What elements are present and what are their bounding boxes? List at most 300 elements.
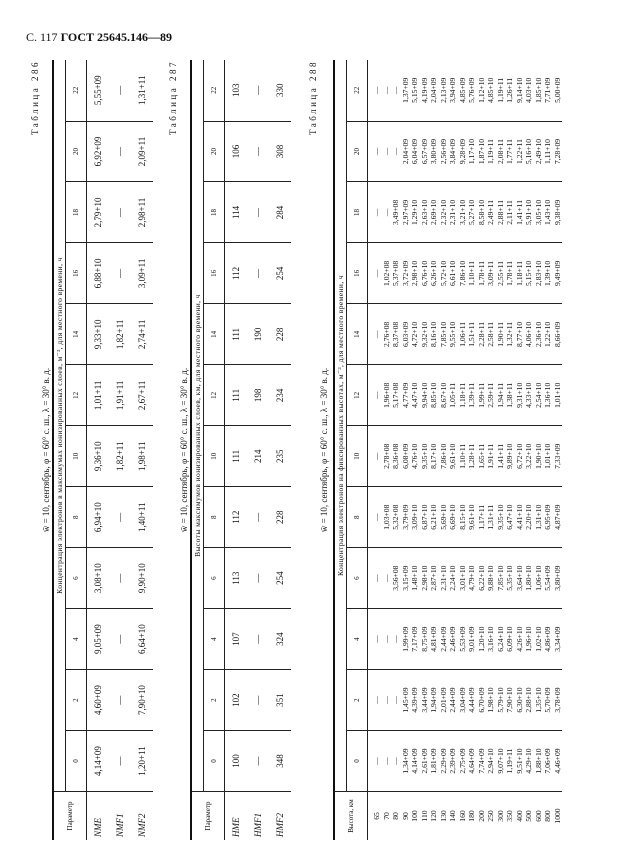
cell-value: 2,88+10 bbox=[524, 687, 533, 713]
cell-value: 5,16+10 bbox=[524, 138, 533, 165]
cell-value: 1,41+11 bbox=[495, 443, 505, 469]
cell-value: 5,72+10 bbox=[438, 260, 448, 286]
cell-value: 1,99+11 bbox=[476, 382, 486, 408]
cell-value: 2,83+10 bbox=[533, 260, 543, 286]
hour-header: 2 bbox=[347, 670, 368, 731]
cell-value: 1,12+10 bbox=[476, 77, 486, 103]
cell-value: — bbox=[109, 182, 131, 243]
cell-value: — bbox=[372, 147, 381, 156]
cell-value: 3,09+11 bbox=[131, 243, 153, 304]
cell-value: 3,49+08 bbox=[391, 199, 400, 226]
cell-value: 2,98+10 bbox=[419, 565, 429, 591]
cell-value: 1,35+10 bbox=[533, 687, 543, 713]
cell-value: 4,86+09 bbox=[543, 626, 552, 652]
cell-value: 1,26+11 bbox=[505, 77, 514, 103]
cell-value: 1,01+10 bbox=[552, 382, 562, 408]
table-row bbox=[269, 60, 291, 840]
cell-value: 1,34+09 bbox=[400, 748, 410, 774]
cell-value: 111 bbox=[225, 304, 247, 365]
height-value: 65 bbox=[372, 812, 381, 820]
cell-value: 102 bbox=[225, 670, 247, 731]
cell-value: 6,92+09 bbox=[87, 121, 109, 182]
cell-value: 1,78+11 bbox=[476, 260, 486, 286]
cell-value: 1,17+11 bbox=[476, 504, 486, 530]
cell-value: — bbox=[372, 635, 381, 643]
heights-column bbox=[368, 792, 563, 841]
cell-value: 9,32+10 bbox=[419, 321, 429, 347]
cell-value: 9,35+10 bbox=[419, 443, 429, 469]
parameter-name: HME bbox=[225, 792, 247, 841]
cell-value: 1,38+11 bbox=[505, 382, 514, 408]
table-287-label: Таблица 287 bbox=[168, 60, 178, 135]
cell-value: 235 bbox=[269, 426, 291, 487]
cell-value: 8,75+09 bbox=[419, 626, 429, 652]
height-value: 600 bbox=[533, 810, 543, 822]
cell-value: 9,28+09 bbox=[457, 138, 467, 165]
cell-value: 9,90+10 bbox=[131, 548, 153, 609]
cell-value: 5,91+10 bbox=[524, 199, 533, 226]
cell-value: 4,29+10 bbox=[524, 748, 533, 774]
cell-value: 6,70+09 bbox=[476, 687, 486, 713]
cell-value: 330 bbox=[269, 60, 291, 121]
cell-value: 2,31+10 bbox=[448, 199, 457, 226]
cell-value: 112 bbox=[225, 243, 247, 304]
cell-value: 1,98+10 bbox=[486, 687, 495, 713]
cell-value: 348 bbox=[269, 731, 291, 792]
cell-value: — bbox=[372, 86, 381, 95]
table-287 bbox=[190, 60, 291, 840]
cell-value: — bbox=[372, 696, 381, 704]
hour-column bbox=[368, 609, 563, 670]
cell-value: 198 bbox=[247, 365, 269, 426]
hour-header: 20 bbox=[66, 121, 87, 182]
cell-value: 1,82+11 bbox=[109, 426, 131, 487]
cell-value: 228 bbox=[269, 487, 291, 548]
cell-value: 4,76+10 bbox=[410, 443, 419, 469]
height-value: 1000 bbox=[552, 808, 562, 824]
cell-value: 2,75+09 bbox=[457, 748, 467, 774]
cell-value: 9,49+09 bbox=[552, 260, 562, 286]
cell-value: 6,09+10 bbox=[505, 626, 514, 652]
row-header: Параметр bbox=[53, 792, 87, 841]
cell-value: 4,33+10 bbox=[524, 382, 533, 408]
cell-value: 1,81+09 bbox=[429, 748, 438, 774]
hour-header: 12 bbox=[347, 365, 368, 426]
cell-value: 1,99+09 bbox=[400, 626, 410, 652]
cell-value: 6,72+10 bbox=[514, 443, 524, 469]
cell-value: 3,08+10 bbox=[87, 548, 109, 609]
cell-value: 3,78+09 bbox=[552, 687, 562, 713]
parameter-name: HMF1 bbox=[247, 792, 269, 841]
cell-value: 9,89+10 bbox=[505, 443, 514, 469]
cell-value: 5,00+09 bbox=[552, 77, 562, 103]
parameter-name: HMF2 bbox=[269, 792, 291, 841]
cell-value: 1,31+11 bbox=[486, 504, 495, 530]
cell-value: 2,79+10 bbox=[87, 182, 109, 243]
cell-value: 1,32+11 bbox=[505, 321, 514, 347]
cell-value: 5,70+09 bbox=[543, 687, 552, 713]
cell-value: 8,67+10 bbox=[438, 382, 448, 408]
cell-value: 2,31+10 bbox=[438, 565, 448, 591]
cell-value: 1,45+09 bbox=[400, 687, 410, 713]
cell-value: 6,26+10 bbox=[429, 260, 438, 286]
cell-value: — bbox=[109, 487, 131, 548]
height-value: 130 bbox=[438, 810, 448, 822]
cell-value: 1,77+11 bbox=[505, 139, 514, 164]
cell-value: 2,97+09 bbox=[400, 199, 410, 226]
cell-value: 7,86+10 bbox=[438, 443, 448, 469]
hour-column bbox=[368, 121, 563, 182]
hour-header: 14 bbox=[204, 304, 225, 365]
cell-value: 9,88+10 bbox=[486, 565, 495, 591]
cell-value: 7,33+09 bbox=[552, 443, 562, 469]
cell-value: 2,49+11 bbox=[486, 200, 495, 225]
cell-value: 2,94+10 bbox=[486, 748, 495, 774]
cell-value: 3,22+10 bbox=[524, 443, 533, 469]
hour-header: 16 bbox=[347, 243, 368, 304]
cell-value: 1,17+10 bbox=[467, 138, 476, 165]
cell-value: 7,85+10 bbox=[438, 321, 448, 347]
height-value: 400 bbox=[514, 810, 524, 822]
table-287-title: w̄ = 10, сентябрь, φ = 60° с. ш., λ = 30° в. д. bbox=[179, 367, 189, 533]
table-row bbox=[131, 60, 153, 840]
height-value: 250 bbox=[486, 810, 495, 822]
cell-value: 3,84+09 bbox=[448, 138, 457, 165]
cell-value: 114 bbox=[225, 182, 247, 243]
cell-value: 3,44+09 bbox=[419, 687, 429, 713]
cell-value: 1,91+11 bbox=[109, 365, 131, 426]
height-value: 800 bbox=[543, 810, 552, 822]
hour-header: 18 bbox=[66, 182, 87, 243]
cell-value: 3,56+08 bbox=[391, 565, 400, 591]
cell-value: — bbox=[109, 243, 131, 304]
hour-column bbox=[368, 365, 563, 426]
cell-value: 4,60+09 bbox=[87, 670, 109, 731]
cell-value: 1,28+11 bbox=[467, 443, 476, 469]
cell-value: 6,64+10 bbox=[131, 609, 153, 670]
hour-column bbox=[368, 243, 563, 304]
parameter-name: NMF1 bbox=[109, 792, 131, 841]
height-value: 140 bbox=[448, 810, 457, 822]
cell-value: 1,78+11 bbox=[505, 260, 514, 286]
cell-value: 5,15+09 bbox=[410, 77, 419, 103]
cell-value: 6,87+10 bbox=[419, 504, 429, 530]
cell-value: 1,51+11 bbox=[467, 321, 476, 347]
cell-value: 4,64+09 bbox=[467, 748, 476, 774]
cell-value: 2,88+11 bbox=[495, 200, 505, 225]
cell-value: 8,16+10 bbox=[429, 321, 438, 347]
cell-value: 112 bbox=[225, 487, 247, 548]
cell-value: 1,41+11 bbox=[514, 200, 524, 225]
hour-header: 6 bbox=[204, 548, 225, 609]
height-value: 350 bbox=[505, 810, 514, 822]
cell-value: — bbox=[372, 452, 381, 461]
cell-value: 4,47+10 bbox=[410, 382, 419, 408]
cell-value: 4,85+09 bbox=[457, 77, 467, 103]
group-header: Концентрация электронов на фиксированных высотах, м⁻³, для местного времени, ч bbox=[334, 60, 347, 792]
cell-value: 9,31+10 bbox=[514, 382, 524, 408]
table-row bbox=[87, 60, 109, 840]
cell-value: 324 bbox=[269, 609, 291, 670]
hour-header: 0 bbox=[66, 731, 87, 792]
cell-value: 7,17+09 bbox=[410, 626, 419, 652]
cell-value: 6,22+10 bbox=[476, 565, 486, 591]
cell-value: 2,74+11 bbox=[131, 304, 153, 365]
height-value: 200 bbox=[476, 810, 486, 822]
hour-column bbox=[368, 670, 563, 731]
cell-value: 3,16+10 bbox=[486, 626, 495, 652]
cell-value: 1,10+11 bbox=[467, 260, 476, 286]
cell-value: 3,79+09 bbox=[400, 504, 410, 530]
cell-value: 5,32+08 bbox=[391, 504, 400, 530]
cell-value: 228 bbox=[269, 304, 291, 365]
cell-value: — bbox=[109, 60, 131, 121]
cell-value: 8,15+10 bbox=[457, 504, 467, 530]
cell-value: 3,72+09 bbox=[400, 260, 410, 286]
cell-value: 2,39+09 bbox=[448, 748, 457, 774]
cell-value: 1,87+10 bbox=[476, 138, 486, 165]
cell-value: 1,88+10 bbox=[533, 748, 543, 774]
cell-value: 6,76+10 bbox=[419, 260, 429, 286]
hour-header: 4 bbox=[204, 609, 225, 670]
cell-value: 3,15+09 bbox=[400, 565, 410, 591]
cell-value: 1,01+10 bbox=[543, 443, 552, 469]
cell-value: 2,32+10 bbox=[438, 199, 448, 226]
document-code: ГОСТ 25645.146—89 bbox=[60, 30, 173, 44]
cell-value: 234 bbox=[269, 365, 291, 426]
cell-value: — bbox=[247, 609, 269, 670]
hour-header: 10 bbox=[347, 426, 368, 487]
cell-value: 5,55+09 bbox=[87, 60, 109, 121]
cell-value: 6,04+09 bbox=[410, 138, 419, 165]
hour-header: 10 bbox=[204, 426, 225, 487]
cell-value: 2,67+11 bbox=[131, 365, 153, 426]
cell-value: 9,14+10 bbox=[514, 77, 524, 103]
cell-value: 1,19+11 bbox=[505, 748, 514, 774]
cell-value: 6,21+10 bbox=[429, 504, 438, 530]
hour-header: 8 bbox=[204, 487, 225, 548]
cell-value: 2,49+10 bbox=[533, 138, 543, 165]
cell-value: 9,55+10 bbox=[448, 321, 457, 347]
cell-value: 4,19+09 bbox=[419, 77, 429, 103]
table-286-title: w̄ = 10, сентябрь, φ = 60° с. ш., λ = 30° в. д. bbox=[41, 367, 51, 533]
cell-value: 7,71+09 bbox=[543, 77, 552, 103]
cell-value: — bbox=[391, 635, 400, 643]
cell-value: — bbox=[247, 670, 269, 731]
cell-value: 1,94+11 bbox=[495, 382, 505, 408]
cell-value: 5,27+10 bbox=[467, 199, 476, 226]
cell-value: 7,28+09 bbox=[552, 138, 562, 165]
cell-value: 7,90+10 bbox=[505, 687, 514, 713]
cell-value: — bbox=[109, 609, 131, 670]
group-header: Концентрация электронов в максимумах ионизированных слоев, м⁻³, для местного времени, ч bbox=[53, 60, 66, 792]
cell-value: 5,53+09 bbox=[457, 626, 467, 652]
cell-value: 2,29+09 bbox=[438, 748, 448, 774]
cell-value: 1,02+10 bbox=[533, 626, 543, 652]
cell-value: 8,66+09 bbox=[552, 321, 562, 347]
cell-value: 1,80+10 bbox=[524, 565, 533, 591]
hour-header: 2 bbox=[66, 670, 87, 731]
cell-value: 4,41+10 bbox=[514, 504, 524, 530]
cell-value: 1,48+10 bbox=[410, 565, 419, 591]
cell-value: 1,36+10 bbox=[543, 382, 552, 408]
cell-value: 5,15+10 bbox=[524, 260, 533, 286]
cell-value: 2,61+09 bbox=[419, 748, 429, 774]
cell-value: 5,69+10 bbox=[438, 504, 448, 530]
cell-value: 351 bbox=[269, 670, 291, 731]
hour-header: 18 bbox=[204, 182, 225, 243]
cell-value: 1,65+11 bbox=[476, 443, 486, 469]
cell-value: 1,06+11 bbox=[457, 321, 467, 347]
height-value: 110 bbox=[419, 810, 429, 822]
cell-value: 3,80+09 bbox=[552, 565, 562, 591]
cell-value: — bbox=[372, 391, 381, 400]
parameter-name: NME bbox=[87, 792, 109, 841]
cell-value: — bbox=[391, 757, 400, 765]
cell-value: 4,14+09 bbox=[87, 731, 109, 792]
cell-value: 1,22+10 bbox=[543, 321, 552, 347]
hour-header: 12 bbox=[204, 365, 225, 426]
cell-value: 1,06+10 bbox=[533, 565, 543, 591]
cell-value: 2,01+09 bbox=[438, 687, 448, 713]
height-value: 160 bbox=[457, 810, 467, 822]
cell-value: 6,03+09 bbox=[400, 321, 410, 347]
cell-value: 6,24+10 bbox=[495, 626, 505, 652]
height-value: 70 bbox=[381, 812, 391, 820]
cell-value: — bbox=[381, 574, 391, 582]
cell-value: 9,36+10 bbox=[87, 426, 109, 487]
cell-value: 1,19+11 bbox=[495, 77, 505, 103]
cell-value: 4,85+10 bbox=[486, 77, 495, 103]
cell-value: 6,08+09 bbox=[400, 443, 410, 469]
cell-value: 8,36+08 bbox=[391, 443, 400, 469]
cell-value: 1,96+10 bbox=[524, 626, 533, 652]
cell-value: 111 bbox=[225, 426, 247, 487]
cell-value: — bbox=[247, 182, 269, 243]
hour-column bbox=[368, 182, 563, 243]
height-value: 120 bbox=[429, 810, 438, 822]
cell-value: 2,98+10 bbox=[410, 260, 419, 286]
cell-value: 103 bbox=[225, 60, 247, 121]
cell-value: 2,04+09 bbox=[400, 138, 410, 165]
cell-value: 3,09+11 bbox=[486, 260, 495, 286]
height-value: 80 bbox=[391, 812, 400, 820]
cell-value: 5,35+10 bbox=[505, 565, 514, 591]
parameter-name: NMF2 bbox=[131, 792, 153, 841]
cell-value: 2,98+11 bbox=[131, 182, 153, 243]
cell-value: 2,08+11 bbox=[495, 139, 505, 164]
cell-value: 2,58+11 bbox=[486, 321, 495, 347]
cell-value: 1,82+11 bbox=[109, 304, 131, 365]
group-header: Высоты максимумов ионизированных слоев, км, для местного времени, ч bbox=[191, 60, 204, 792]
hour-header: 2 bbox=[204, 670, 225, 731]
cell-value: 3,01+10 bbox=[457, 565, 467, 591]
cell-value: 2,20+10 bbox=[524, 504, 533, 530]
hour-header: 12 bbox=[66, 365, 87, 426]
cell-value: 1,02+08 bbox=[381, 260, 391, 286]
cell-value: 254 bbox=[269, 243, 291, 304]
hour-header: 16 bbox=[204, 243, 225, 304]
cell-value: 8,17+10 bbox=[429, 443, 438, 469]
cell-value: 284 bbox=[269, 182, 291, 243]
hour-column bbox=[368, 60, 563, 121]
cell-value: — bbox=[372, 269, 381, 278]
cell-value: 7,06+09 bbox=[543, 748, 552, 774]
cell-value: 7,74+09 bbox=[476, 748, 486, 774]
cell-value: 1,10+11 bbox=[457, 443, 467, 469]
page-number: С. 117 bbox=[26, 30, 58, 44]
cell-value: 2,09+11 bbox=[131, 121, 153, 182]
table-row bbox=[368, 60, 563, 840]
hour-header: 14 bbox=[347, 304, 368, 365]
cell-value: 1,20+11 bbox=[131, 731, 153, 792]
cell-value: 2,13+09 bbox=[438, 77, 448, 103]
cell-value: 4,14+09 bbox=[410, 748, 419, 774]
cell-value: 107 bbox=[225, 609, 247, 670]
cell-value: 4,39+09 bbox=[410, 687, 419, 713]
cell-value: 3,04+09 bbox=[457, 687, 467, 713]
cell-value: 1,85+10 bbox=[533, 77, 543, 103]
cell-value: 7,86+10 bbox=[457, 260, 467, 286]
cell-value: 6,88+10 bbox=[87, 243, 109, 304]
cell-value: 3,21+10 bbox=[457, 199, 467, 226]
cell-value: 5,54+09 bbox=[543, 565, 552, 591]
cell-value: 5,79+10 bbox=[495, 687, 505, 713]
cell-value: — bbox=[109, 670, 131, 731]
hour-header: 22 bbox=[66, 60, 87, 121]
cell-value: 4,77+09 bbox=[400, 382, 410, 408]
cell-value: — bbox=[381, 696, 391, 704]
cell-value: 2,56+09 bbox=[438, 138, 448, 165]
hour-column bbox=[368, 731, 563, 792]
cell-value: 4,87+09 bbox=[552, 504, 562, 530]
cell-value: 254 bbox=[269, 548, 291, 609]
cell-value: 6,95+09 bbox=[543, 504, 552, 530]
hour-header: 4 bbox=[66, 609, 87, 670]
cell-value: — bbox=[381, 635, 391, 643]
cell-value: 7,90+10 bbox=[131, 670, 153, 731]
height-value: 300 bbox=[495, 810, 505, 822]
hour-header: 0 bbox=[347, 731, 368, 792]
cell-value: 6,57+09 bbox=[419, 138, 429, 165]
cell-value: 2,36+10 bbox=[533, 321, 543, 347]
hour-header: 0 bbox=[204, 731, 225, 792]
table-286 bbox=[52, 60, 153, 840]
cell-value: 3,34+09 bbox=[552, 626, 562, 652]
table-288-title: w̄ = 10, сентябрь, φ = 60° с. ш., λ = 30° в. д. bbox=[319, 367, 329, 533]
cell-value: — bbox=[109, 121, 131, 182]
table-288-label: Таблица 288 bbox=[308, 60, 318, 135]
cell-value: 1,40+11 bbox=[131, 487, 153, 548]
height-value: 180 bbox=[467, 810, 476, 822]
hour-header: 20 bbox=[204, 121, 225, 182]
cell-value: 9,61+10 bbox=[467, 504, 476, 530]
hour-header: 8 bbox=[347, 487, 368, 548]
hour-header: 8 bbox=[66, 487, 87, 548]
cell-value: 3,80+09 bbox=[429, 138, 438, 165]
cell-value: 1,03+08 bbox=[381, 504, 391, 530]
cell-value: 9,05+09 bbox=[87, 609, 109, 670]
cell-value: 2,63+10 bbox=[419, 199, 429, 226]
cell-value: 6,61+10 bbox=[448, 260, 457, 286]
cell-value: 6,47+10 bbox=[505, 504, 514, 530]
cell-value: 5,76+09 bbox=[467, 77, 476, 103]
cell-value: 2,55+11 bbox=[495, 260, 505, 286]
cell-value: 2,78+08 bbox=[381, 443, 391, 469]
hour-header: 10 bbox=[66, 426, 87, 487]
cell-value: — bbox=[372, 757, 381, 765]
cell-value: 1,90+11 bbox=[495, 321, 505, 347]
